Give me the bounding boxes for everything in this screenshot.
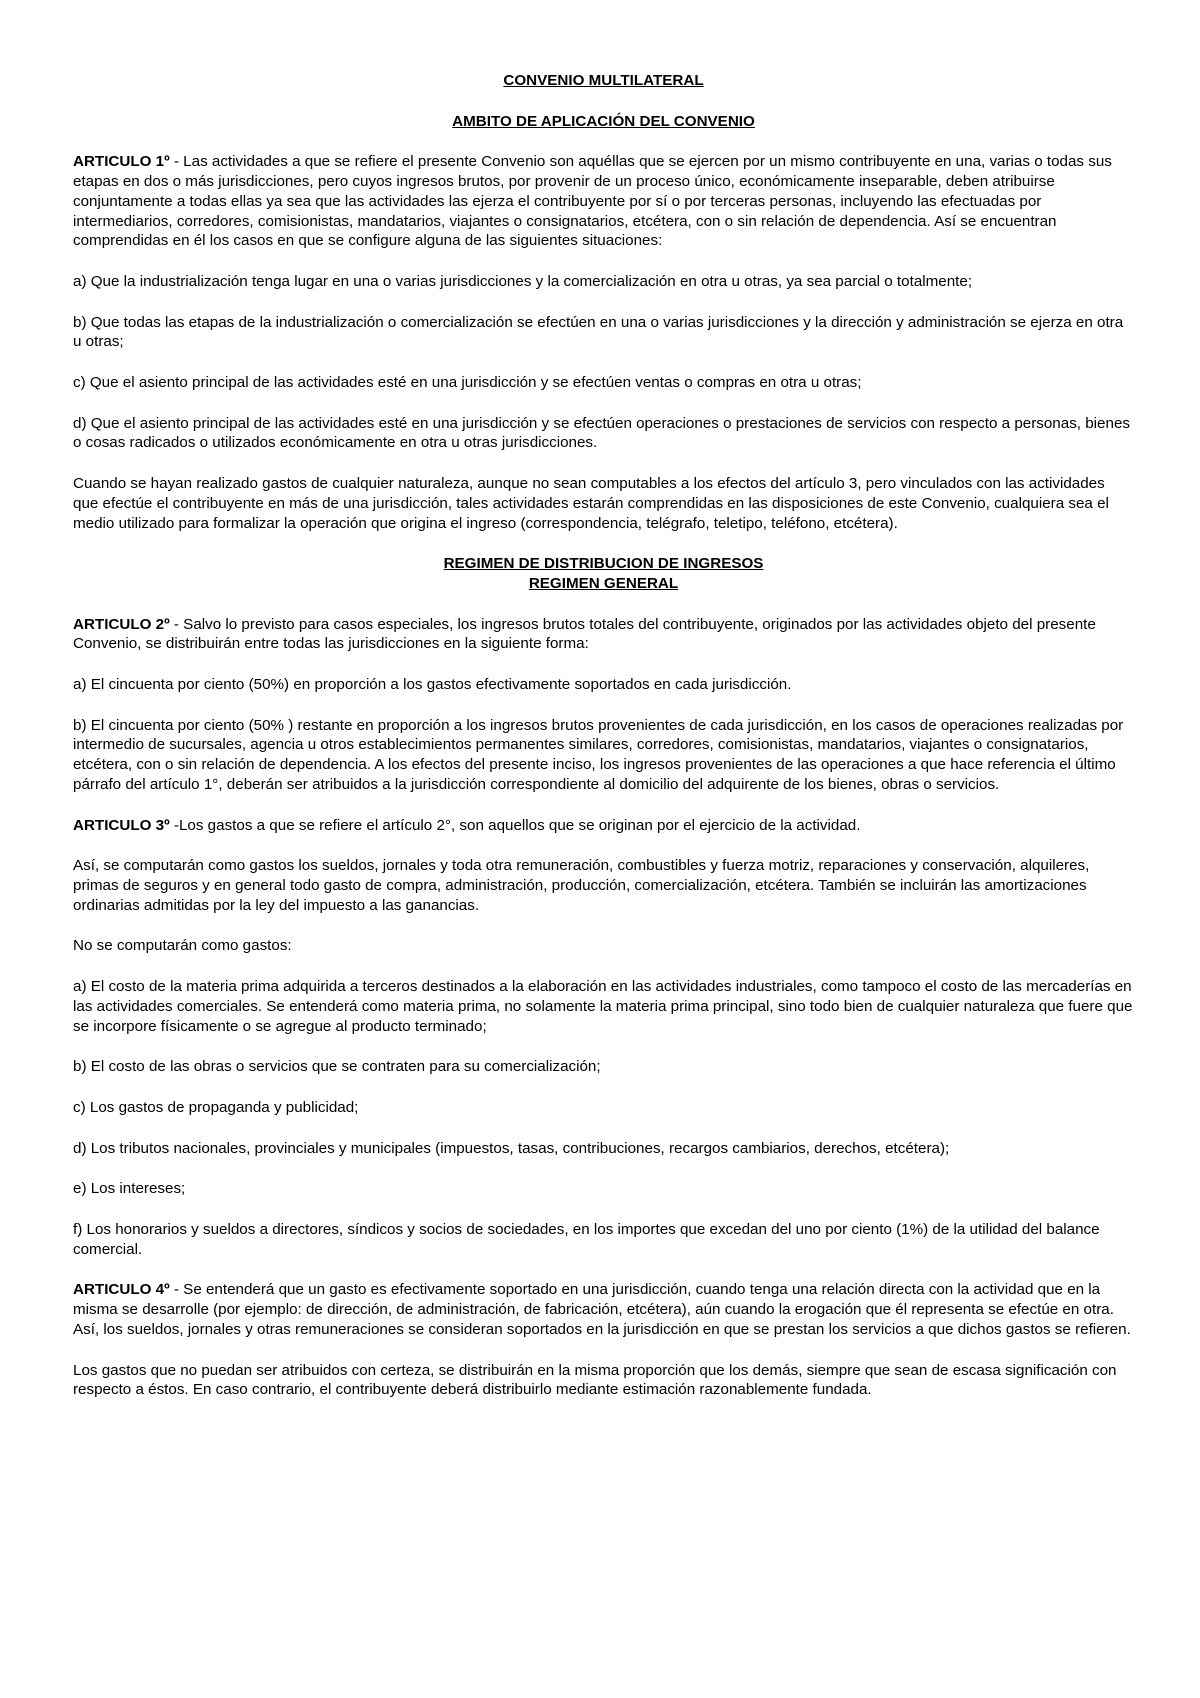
article-3-item-a: a) El costo de la materia prima adquirida a terceros destinados a la elaboración en las actividades industriales, como tampoco el costo de las mercaderías en las actividades comerciales. Se entenderá como materia prima, no solamente la materia prima principal, sino todo bien de cualquier naturaleza que fuere que se incorpore físicamente o se agregue al producto terminado; — [73, 978, 1133, 1035]
article-1-closing: Cuando se hayan realizado gastos de cualquier naturaleza, aunque no sean computables a los efectos del artículo 3, pero vinculados con las actividades que efectúe el contribuyente en más de una jurisdicción, tales actividades estarán comprendidas en las disposiciones de este Convenio, cualquiera sea el medio utilizado para formalizar la operación que origina el ingreso (correspondencia, telégrafo, teletipo, teléfono, etcétera). — [73, 475, 1109, 532]
article-4 — [73, 1280, 1134, 1339]
article-2 — [73, 615, 1134, 654]
article-4-paragraph-1: Los gastos que no puedan ser atribuidos con certeza, se distribuirán en la misma proporción que los demás, siempre que sean de escasa significación con respecto a éstos. En caso contrario, el contribuyente deberá distribuirlo mediante estimación razonablemente fundada. — [73, 1361, 1117, 1399]
document-title: CONVENIO MULTILATERAL — [503, 72, 704, 89]
article-3-item-b: b) El costo de las obras o servicios que se contraten para su comercialización; — [73, 1058, 601, 1076]
article-1-item-a: a) Que la industrialización tenga lugar en una o varias jurisdicciones y la comercialización en otra u otras, ya sea parcial o totalmente; — [73, 272, 973, 290]
section-heading-regimen-general: REGIMEN GENERAL — [528, 574, 679, 592]
article-4-label: ARTICULO 4º — [73, 1281, 170, 1299]
article-1-text: - Las actividades a que se refiere el presente Convenio son aquéllas que se ejercen por un mismo contribuyente en una, varias o todas sus etapas en dos o más jurisdicciones, pero cuyos ingresos brutos, por provenir de un proceso único, económicamente inseparable, deben atribuirse conjuntamente a todas ellas ya sea que las actividades las ejerza el contribuyente por sí o por terceras personas, incluyendo las efectuadas por intermediarios, corredores, comisionistas, mandatarios, viajantes o consignatarios, etcétera, con o sin relación de dependencia. Así se encuentran comprendidas en él los casos en que se configure alguna de las siguientes situaciones: — [73, 153, 1112, 250]
article-1-item-b: b) Que todas las etapas de la industrialización o comercialización se efectúen en una o varias jurisdicciones y la dirección y administración se ejerza en otra u otras; — [73, 313, 1124, 351]
article-1-item-c: c) Que el asiento principal de las actividades esté en una jurisdicción y se efectúen ventas o compras en otra u otras; — [73, 374, 862, 392]
article-1-item-d: d) Que el asiento principal de las actividades esté en una jurisdicción y se efectúen operaciones o prestaciones de servicios con respecto a personas, bienes o cosas radicados o utilizados económicamente en otra u otras jurisdicciones. — [73, 414, 1130, 452]
article-3-text: -Los gastos a que se refiere el artículo 2°, son aquellos que se originan por el ejercicio de la actividad. — [169, 816, 861, 834]
article-2-item-b: b) El cincuenta por ciento (50% ) restante en proporción a los ingresos brutos provenientes de cada jurisdicción, en los casos de operaciones realizadas por intermedio de sucursales, agencia u otros establecimientos permanentes similares, corredores, comisionistas, mandatarios, viajantes o consignatarios, etcétera, con o sin relación de dependencia. A los efectos del presente inciso, los ingresos provenientes de las operaciones a que hace referencia el último párrafo del artículo 1°, deberán ser atribuidos a la jurisdicción correspondiente al domicilio del adquirente de los bienes, obras o servicios. — [73, 716, 1124, 793]
article-4-text: - Se entenderá que un gasto es efectivamente soportado en una jurisdicción, cuando tenga una relación directa con la actividad que en la misma se desarrolle (por ejemplo: de dirección, de administración, de fabricación, etcétera), aún cuando la erogación que él representa se efectúe en otra. Así, los sueldos, jornales y otras remuneraciones se consideran soportados en la jurisdicción en que se prestan los servicios a que dichos gastos se refieren. — [73, 1281, 1131, 1338]
section-heading-ambito: AMBITO DE APLICACIÓN DEL CONVENIO — [452, 112, 755, 130]
article-2-text: - Salvo lo previsto para casos especiales, los ingresos brutos totales del contribuyente, originados por las actividades objeto del presente Convenio, se distribuirán entre todas las jurisdicciones en la siguiente forma: — [73, 615, 1096, 653]
article-1-label: ARTICULO 1º — [73, 153, 170, 171]
article-3-item-c: c) Los gastos de propaganda y publicidad; — [73, 1098, 359, 1116]
article-3-label: ARTICULO 3º — [73, 816, 170, 834]
article-3 — [73, 816, 1134, 836]
section-heading-distribucion: REGIMEN DE DISTRIBUCION DE INGRESOS — [443, 555, 764, 573]
article-2-label: ARTICULO 2º — [73, 615, 170, 633]
article-1 — [73, 152, 1134, 251]
article-3-item-d: d) Los tributos nacionales, provinciales y municipales (impuestos, tasas, contribuciones, recargos cambiarios, derechos, etcétera); — [73, 1139, 950, 1157]
article-3-paragraph-1: Así, se computarán como gastos los sueldos, jornales y toda otra remuneración, combustibles y fuerza motriz, reparaciones y conservación, alquileres, primas de seguros y en general todo gasto de compra, administración, producción, comercialización, etcétera. También se incluirán las amortizaciones ordinarias admitidas por la ley del impuesto a las ganancias. — [73, 857, 1090, 914]
article-2-item-a: a) El cincuenta por ciento (50%) en proporción a los gastos efectivamente soportados en cada jurisdicción. — [73, 676, 792, 694]
article-3-paragraph-2: No se computarán como gastos: — [73, 937, 292, 955]
article-3-item-e: e) Los intereses; — [73, 1180, 186, 1198]
article-3-item-f: f) Los honorarios y sueldos a directores, síndicos y socios de sociedades, en los importes que excedan del uno por ciento (1%) de la utilidad del balance comercial. — [73, 1221, 1100, 1258]
